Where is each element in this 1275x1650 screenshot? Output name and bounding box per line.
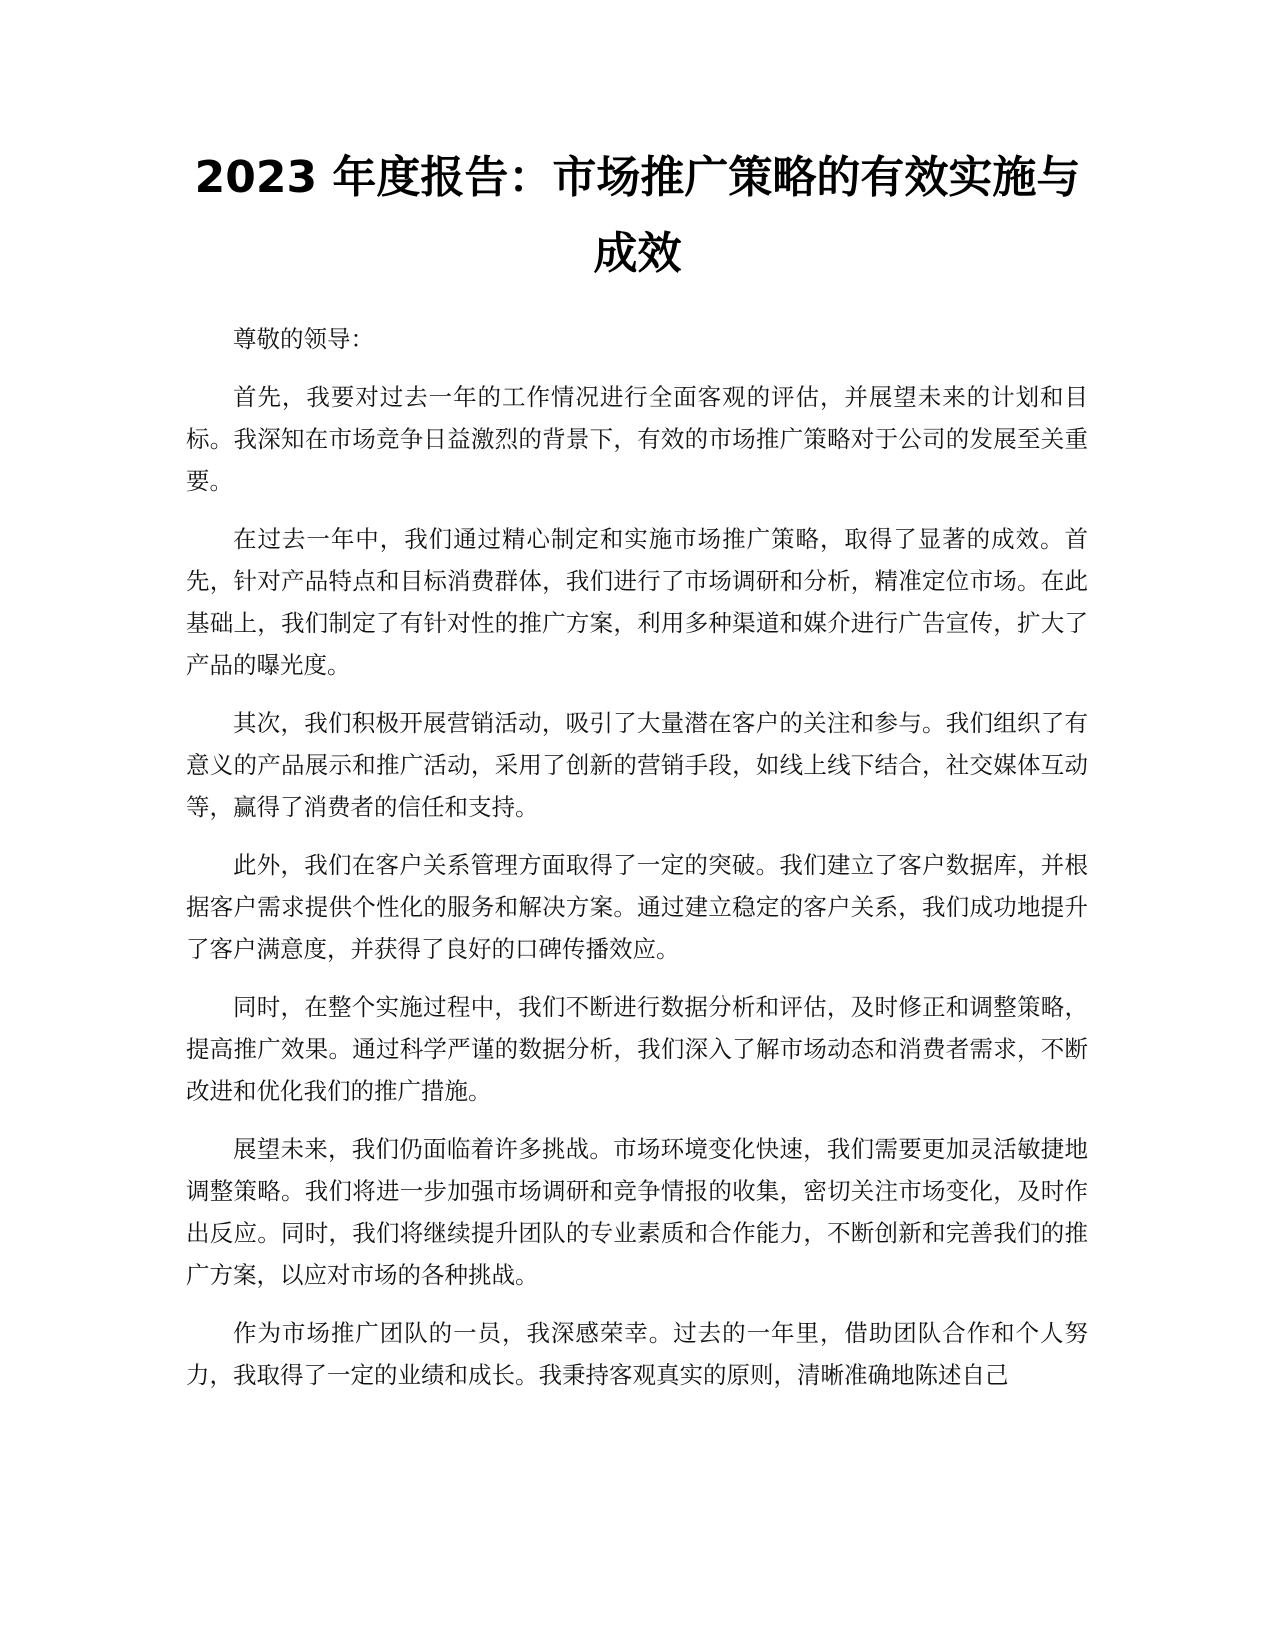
paragraph: 首先，我要对过去一年的工作情况进行全面客观的评估，并展望未来的计划和目标。我深知在市场竞争日益激烈的背景下，有效的市场推广策略对于公司的发展至关重要。 bbox=[186, 383, 1088, 495]
title-line-2: 成效 bbox=[593, 228, 682, 279]
greeting: 尊敬的领导： bbox=[233, 325, 374, 353]
document-title bbox=[150, 140, 1125, 292]
paragraph: 此外，我们在客户关系管理方面取得了一定的突破。我们建立了客户数据库，并根据客户需求提供个性化的服务和解决方案。通过建立稳定的客户关系，我们成功地提升了客户满意度，并获得了良好的口碑传播效应。 bbox=[186, 851, 1088, 963]
paragraph: 其次，我们积极开展营销活动，吸引了大量潜在客户的关注和参与。我们组织了有意义的产品展示和推广活动，采用了创新的营销手段，如线上线下结合，社交媒体互动等，赢得了消费者的信任和支持。 bbox=[186, 709, 1088, 821]
paragraph: 作为市场推广团队的一员，我深感荣幸。过去的一年里，借助团队合作和个人努力，我取得了一定的业绩和成长。我秉持客观真实的原则，清晰准确地陈述自己 bbox=[186, 1319, 1088, 1389]
document-body bbox=[186, 318, 1088, 1412]
paragraph: 展望未来，我们仍面临着许多挑战。市场环境变化快速，我们需要更加灵活敏捷地调整策略。我们将进一步加强市场调研和竞争情报的收集，密切关注市场变化，及时作出反应。同时，我们将继续提升团队的专业素质和合作能力，不断创新和完善我们的推广方案，以应对市场的各种挑战。 bbox=[186, 1135, 1088, 1289]
paragraph: 在过去一年中，我们通过精心制定和实施市场推广策略，取得了显著的成效。首先，针对产品特点和目标消费群体，我们进行了市场调研和分析，精准定位市场。在此基础上，我们制定了有针对性的推广方案，利用多种渠道和媒介进行广告宣传，扩大了产品的曝光度。 bbox=[186, 525, 1088, 679]
title-line-1: 2023 年度报告：市场推广策略的有效实施与 bbox=[194, 152, 1081, 203]
paragraph: 同时，在整个实施过程中，我们不断进行数据分析和评估，及时修正和调整策略，提高推广效果。通过科学严谨的数据分析，我们深入了解市场动态和消费者需求，不断改进和优化我们的推广措施。 bbox=[186, 993, 1088, 1105]
